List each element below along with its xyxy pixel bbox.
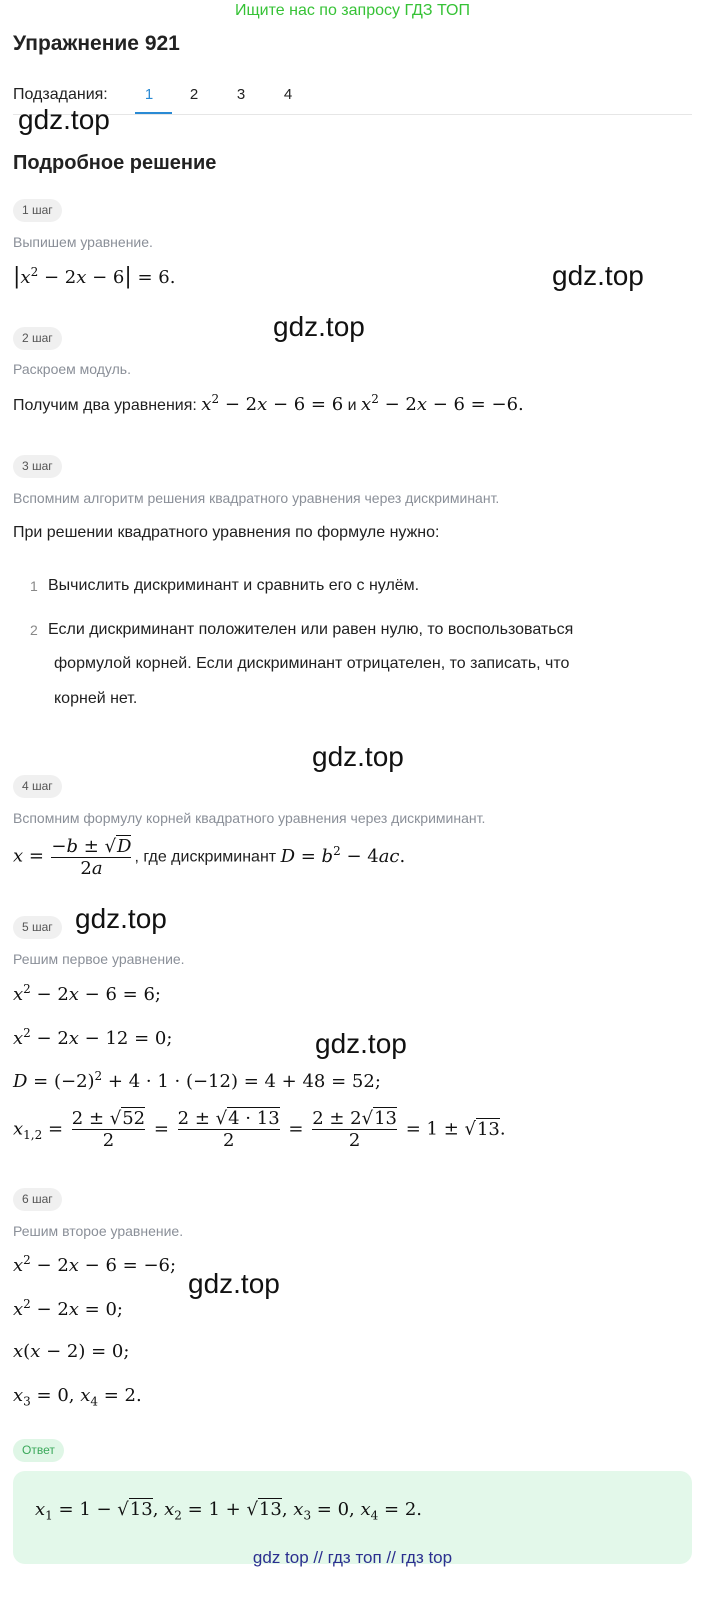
footer-links[interactable]: gdz top // гдз топ // гдз top [252,1548,453,1567]
list-item-text: Вычислить дискриминант и сравнить его с нулём. [48,577,420,594]
tab-subtask-3[interactable]: 3 [236,86,246,103]
step4-formula [13,836,405,879]
page-title: Упражнение 921 [13,32,180,55]
watermark: gdz.top [75,903,167,934]
where-text: , где дискриминант [134,848,277,866]
tab-subtask-4[interactable]: 4 [283,86,293,103]
answer-formula: $x_1 = 1 - √13$, $x_2 = 1 + √13$, $x_3 = 0$, $x_4 = 2$. [35,1499,422,1523]
step-badge: 5 шаг [13,916,62,939]
watermark: gdz.top [312,741,404,772]
equation-line: $x^2 - 2x = 0$; [13,1297,123,1320]
list-number: 1 [30,578,38,594]
equation-line: x(x − 2) = 0; [13,1341,130,1362]
step-description: Решим второе уравнение. [13,1223,184,1239]
equation-line: $x_3 = 0$, $x_4 = 2$. [13,1385,142,1409]
subtasks-label: Подзадания: [13,86,108,103]
step-badge: 3 шаг [13,455,62,478]
watermark: gdz.top [18,104,110,135]
step-description: Вспомним алгоритм решения квадратного уравнения через дискриминант. [13,490,500,506]
step-badge: 1 шаг [13,199,62,222]
list-item-text: корней нет. [54,690,138,707]
root-fraction: $\frac{-b \pm √D}{2a}$ [51,836,132,879]
step2-line [13,392,524,415]
equation-line: $x_{1,2}$ = $\frac{2 \pm √52}{2}$ = $\frac{2 \pm √4 \cdot 13}{2}$ = $\frac{2 \pm 2√13}{2}$ = 1 ± √13. [13,1108,506,1151]
step-description: Вспомним формулу корней квадратного уравнения через дискриминант. [13,810,486,826]
step-badge: 4 шаг [13,775,62,798]
tab-subtask-2[interactable]: 2 [189,86,199,103]
watermark: gdz.top [188,1268,280,1299]
step3-text: При решении квадратного уравнения по формуле нужно: [13,524,440,541]
step2-text: Получим два уравнения: [13,397,197,414]
tabs-divider [13,114,692,115]
discriminant-formula: $D = b^2 - 4ac$. [280,843,406,867]
conjunction: и [347,397,357,414]
list-item-text: Если дискриминант положителен или равен нулю, то воспользоваться [48,621,574,638]
top-banner-link[interactable]: Ищите нас по запросу ГДЗ ТОП [235,2,470,19]
list-number: 2 [30,622,38,638]
answer-badge: Ответ [13,1439,64,1462]
step1-formula: $|x^2 - 2x - 6| = 6$. [13,264,176,289]
equation-two: $x^2 - 2x - 6 = -6$. [361,392,524,415]
solution-heading: Подробное решение [13,152,217,174]
equation-line: $D = (-2)^2 + 4 \cdot 1 \cdot (-12) = 4 + 48 = 52$; [13,1069,381,1092]
watermark: gdz.top [315,1028,407,1059]
tab-subtask-1[interactable]: 1 [144,86,154,103]
step-badge: 2 шаг [13,327,62,350]
equation-line: $x^2 - 2x - 12 = 0$; [13,1026,173,1049]
step-description: Решим первое уравнение. [13,951,185,967]
step-description: Выпишем уравнение. [13,234,153,250]
equation-line: $x^2 - 2x - 6 = 6$; [13,982,161,1005]
step-description: Раскроем модуль. [13,361,131,377]
equation-line: $x^2 - 2x - 6 = -6$; [13,1253,177,1276]
equation-one: $x^2 - 2x - 6 = 6$ [201,392,344,415]
watermark: gdz.top [273,311,365,342]
list-item-text: формулой корней. Если дискриминант отрицателен, то записать, что [54,655,570,672]
watermark: gdz.top [552,260,644,291]
step-badge: 6 шаг [13,1188,62,1211]
formula-lhs: x = [13,845,44,867]
